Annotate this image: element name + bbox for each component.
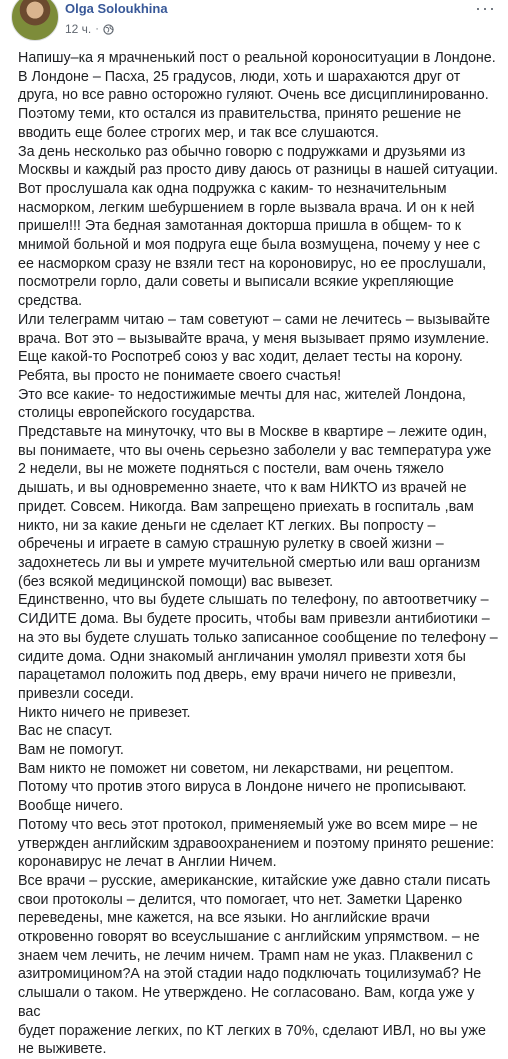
- post-timestamp[interactable]: 12 ч.: [65, 22, 92, 36]
- post-paragraph: Вам никто не поможет ни советом, ни лекарствами, ни рецептом.: [18, 760, 454, 777]
- post-paragraph: За день несколько раз обычно говорю с подружками и друзьями из Москвы и каждый раз просто диву даюсь от разницы в нашей ситуации. Вот прослушала как одна подружка с каким- то незначительным насморком, легким шебуршением в горле вызвала врача. И он к ней пришел!!! Эта бедная замотанная докторша пришла в общем- то к мнимой больной и моя подруга еще была возмущена, почему у нее с ее насморком сразу не взяли тест на короновирус, но ее прослушали, посмотрели горло, дали советы и выписали всякие укрепляющие средства.: [18, 143, 499, 310]
- avatar[interactable]: [11, 0, 59, 41]
- post-paragraph: Это все какие- то недостижимые мечты для нас, жителей Лондона, столицы европейского государства.: [18, 386, 466, 422]
- post-paragraph: Вам не помогут.: [18, 742, 124, 759]
- post-paragraph: будет поражение легких, по КТ легких в 70%, сделают ИВЛ, но вы уже не выживете.: [18, 1022, 486, 1058]
- more-options-icon[interactable]: ···: [475, 0, 496, 18]
- post-paragraph: Единственно, что вы будете слышать по телефону, по автоответчику – СИДИТЕ дома. Вы будете просить, чтобы вам привезли антибиотики – на это вы будете слушать только записанное сообщение по телефону – сидите дома. Одни знакомый англичанин умолял привезти хотя бы парацетамол положить под дверь, ему врачи ничего не привезли, привезли соседи.: [18, 592, 498, 702]
- post-paragraph: Вас не спасут.: [18, 723, 113, 740]
- author-name[interactable]: Olga Soloukhina: [65, 1, 168, 16]
- post-paragraph: Представьте на минуточку, что вы в Москве в квартире – лежите один, вы понимаете, что вы очень серьезно заболели у вас температура уже 2 недели, вы не можете подняться с постели, вам очень тяжело дышать, и вы одновременно знаете, что к вам НИКТО из врачей не придет. Совсем. Никогда. Вам запрещено приехать в госпиталь ,вам никто, ни за какие деньги не сделает КТ легких. Вы попросту – обречены и играете в самую страшную рулетку в своей жизни – задохнетесь ли вы и умрете мучительной смертью или ваш организм (без всякой медицинской помощи) вас вывезет.: [18, 424, 492, 590]
- globe-icon[interactable]: [103, 24, 114, 35]
- post-paragraph: Никто ничего не привезет.: [18, 704, 191, 721]
- post-paragraph: Напишу–ка я мрачненький пост о реальной короноситуации в Лондоне. В Лондоне – Пасха, 25 градусов, люди, хоть и шарахаются друг от друга, но все равно осторожно гуляют. Очень все дисциплинированно. Поэтому теми, кто остался из правительства, принято решение не вводить еще более строгих мер, и так все слушаются.: [18, 50, 496, 141]
- meta-separator: ·: [95, 23, 99, 35]
- post-paragraph: Потому что против этого вируса в Лондоне ничего не прописывают. Вообще ничего.: [18, 779, 467, 815]
- post-body: [18, 49, 500, 1059]
- post-paragraph: Потому что весь этот протокол, применяемый уже во всем мире – не утвержден английским здравоохранением и поэтому принято решение: коронавирус не лечат в Англии Ничем.: [18, 816, 495, 871]
- post-meta: [65, 22, 114, 36]
- post-header: [0, 0, 508, 48]
- post-paragraph: Все врачи – русские, американские, китайские уже давно стали писать свои протоколы – делится, что помогает, что нет. Заметки Царенко переведены, мне кажется, на все языки. Но английские врачи откровенно говорят во всеуслышание с английским упрямством. – не знаем чем лечить, не лечим ничем. Трамп нам не указ. Плаквенил с азитромицином?А на этой стадии надо подключать тоцилизумаб? Не слышали о таком. Не утверждено. Не согласовано. Вам, когда уже у вас: [18, 872, 491, 1020]
- post-paragraph: Или телеграмм читаю – там советуют – сами не лечитесь – вызывайте врача. Вот это – вызывайте врача, у меня вызывает прямо изумление. Еще какой-то Роспотреб союз у вас ходит, делает тесты на корону. Ребята, вы просто не понимаете своего счастья!: [18, 311, 491, 384]
